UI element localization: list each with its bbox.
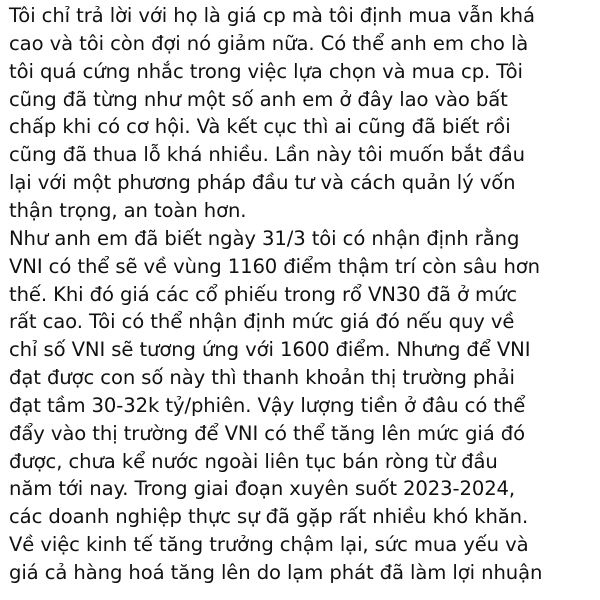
post-text-line: đạt tầm 30-32k tỷ/phiên. Vậy lượng tiền ở đâu có thể — [9, 393, 526, 417]
post-text-line: rất cao. Tôi có thể nhận định mức giá đó nếu quy về — [9, 310, 515, 334]
post-text-line-partial — [9, 587, 15, 600]
post-text-line: thận trọng, an toàn hơn. — [9, 198, 247, 222]
post-text-line: đạt được con số này thì thanh khoản thị trường phải — [9, 366, 515, 390]
post-text-line: cao và tôi còn đợi nó giảm nữa. Có thể anh em cho là — [9, 31, 529, 55]
post-text-line: giá cả hàng hoá tăng lên do lạm phát đã làm lợi nhuận — [9, 561, 543, 584]
post-text-line: tôi quá cứng nhắc trong việc lựa chọn và mua cp. Tôi — [9, 59, 523, 83]
post-text-line: chỉ số VNI sẽ tương ứng với 1600 điểm. Nhưng để VNI — [9, 338, 531, 362]
post-text-line: năm tới nay. Trong giai đoạn xuyên suốt 2023-2024, — [9, 477, 516, 501]
post-text-line: cũng đã từng như một số anh em ở đây lao vào bất — [9, 87, 508, 111]
post-text-line: Về việc kinh tế tăng trưởng chậm lại, sức mua yếu và — [9, 533, 529, 557]
post-text-line: chấp khi có cơ hội. Và kết cục thì ai cũng đã biết rồi — [9, 115, 511, 139]
post-text-line: lại với một phương pháp đầu tư và cách quản lý vốn — [9, 171, 516, 195]
post-text-line: Tôi chỉ trả lời với họ là giá cp mà tôi định mua vẫn khá — [9, 4, 535, 27]
post-text-line: VNI có thể sẽ về vùng 1160 điểm thậm trí còn sâu hơn — [9, 254, 540, 278]
post-text-line: Như anh em đã biết ngày 31/3 tôi có nhận định rằng — [9, 226, 520, 250]
post-text-line: các doanh nghiệp thực sự đã gặp rất nhiều khó khăn. — [9, 505, 529, 529]
post-text-line: đẩy vào thị trường để VNI có thể tăng lên mức giá đó — [9, 421, 526, 445]
post-text-line: cũng đã thua lỗ khá nhiều. Lần này tôi muốn bắt đầu — [9, 143, 525, 167]
post-text-line: được, chưa kể nước ngoài liên tục bán ròng từ đầu — [9, 449, 498, 473]
post-text-line: thế. Khi đó giá các cổ phiếu trong rổ VN30 đã ở mức — [9, 282, 518, 306]
